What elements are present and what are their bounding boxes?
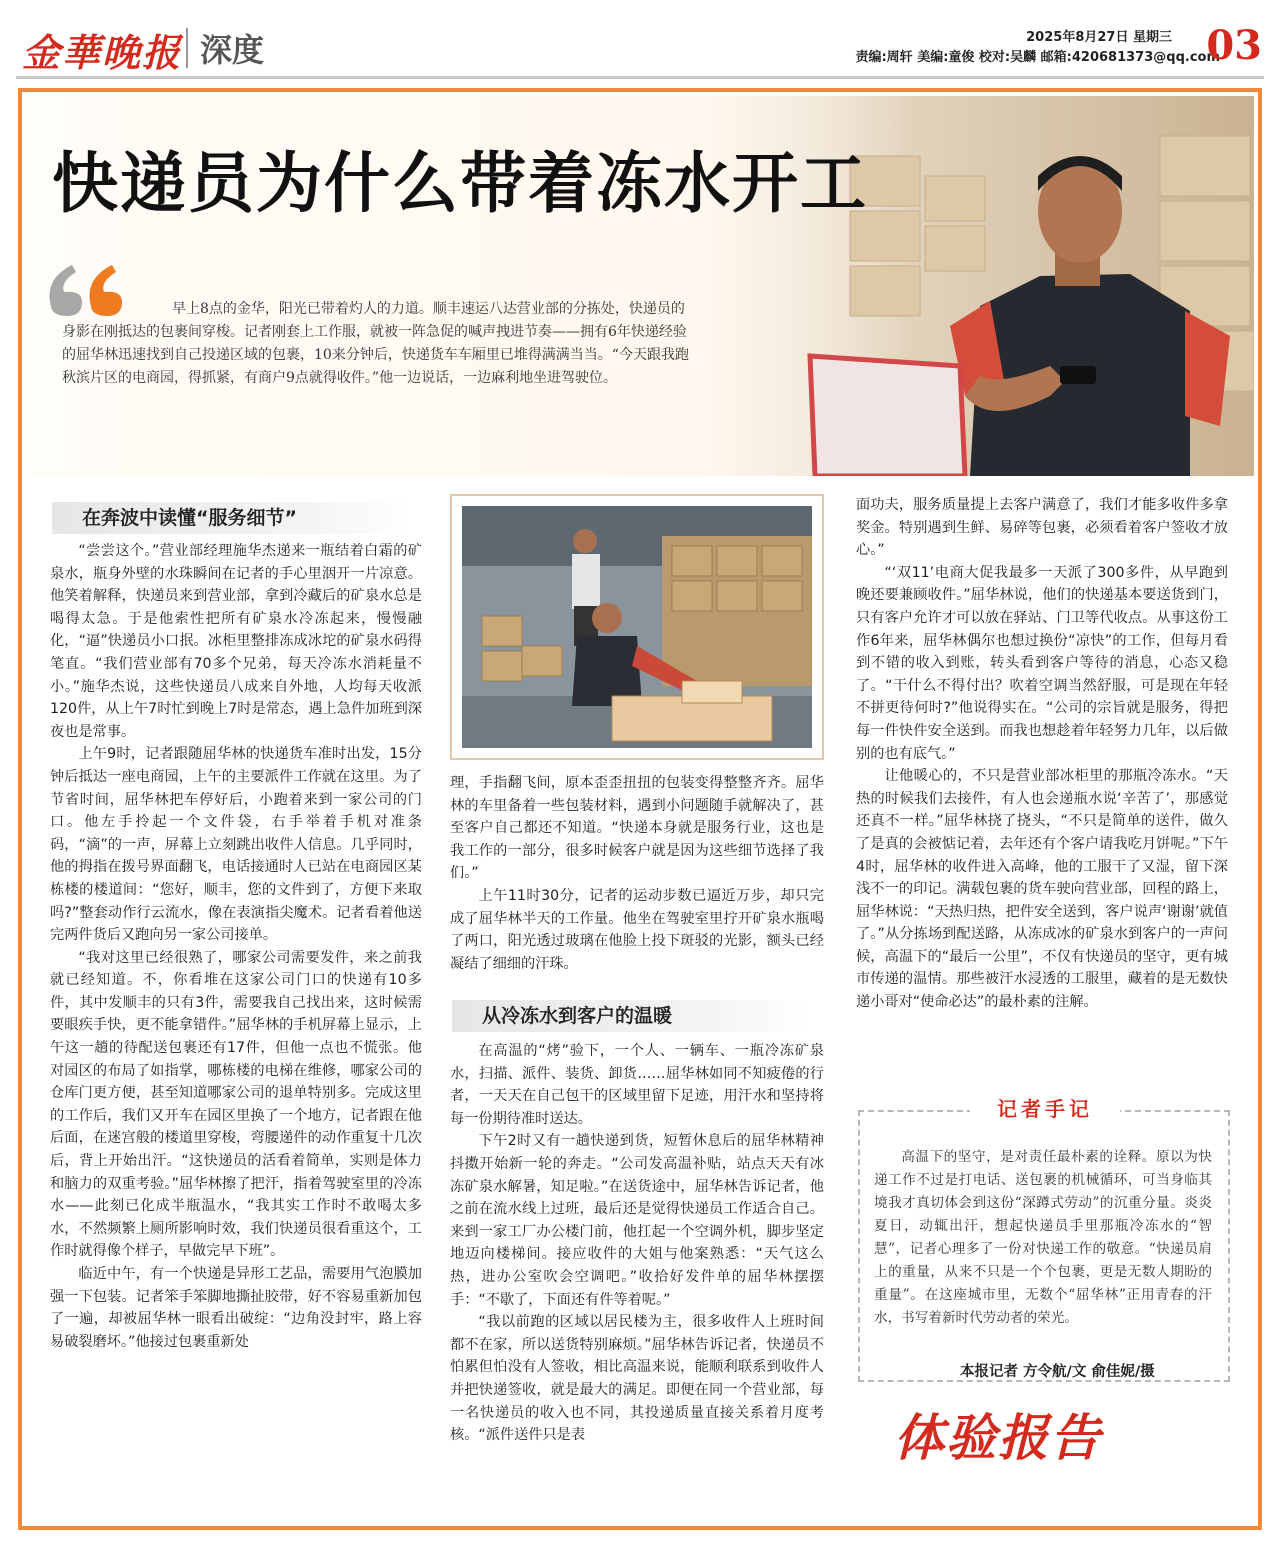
paragraph: 让他暖心的，不只是营业部冰柜里的那瓶冷冻水。“天热的时候我们去接件，有人也会递瓶水说‘辛苦了’，那感觉还真不一样。”屈华林挠了挠头，“不只是简单的送件，做久了是真的会被惦记着，去年还有个客户请我吃月饼呢。”下午4时，屈华林的收件进入高峰，他的工服干了又湿，留下深浅不一的印记。满载包裹的货车驶向营业部，回程的路上，屈华林说：“天热归热，把件安全送到，客户说声‘谢谢’就值了。”从分拣场到配送路，从冻成冰的矿泉水到客户的一声问候，高温下的“最后一公里”，不仅有快递员的坚守，更有城市传递的温情。那些被汗水浸透的工服里，藏着的是无数快递小哥对“使命必达”的最朴素的注解。 xyxy=(856,768,1228,1011)
paragraph: 在高温的“烤”验下，一个人、一辆车、一瓶冷冻矿泉水，扫描、派件、装货、卸货……屈华林如同不知疲倦的行者，一天天在自己包干的区域里留下足迹，用汗水和坚持将每一份期待准时送达。 xyxy=(450,1043,824,1127)
article-column-1 xyxy=(50,540,422,1353)
page-number: 03 xyxy=(1206,22,1262,69)
paragraph: 下午2时又有一趟快递到货，短暂休息后的屈华林精神抖擞开始新一轮的奔走。“公司发高温补贴，站点天天有冰冻矿泉水解暑，知足啦。”在送货途中，屈华林告诉记者，他之前在流水线上过班，最后还是觉得快递员工作适合自己。来到一家工厂办公楼门前，他扛起一个空调外机，脚步坚定地迈向楼梯间。接应收件的大姐与他案熟悉：“天气这么热，进办公室吹会空调吧。”收拾好发件单的屈华林摆摆手：“不歇了，下面还有件等着呢。” xyxy=(450,1133,824,1308)
masthead xyxy=(0,0,1280,80)
editor-credits: 责编:周轩 美编:童俊 校对:吴麟 邮箱:420681373@qq.com xyxy=(855,50,1220,65)
issue-date: 2025年8月27日 星期三 xyxy=(1026,30,1172,45)
paragraph: 理，手指翻飞间，原本歪歪扭扭的包装变得整整齐齐。屈华林的车里备着一些包装材料，遇到小问题随手就解决了，甚至客户自己都还不知道。“快递本身就是服务行业，这也是我工作的一部分，很多时候客户就是因为这些细节选择了我们。” xyxy=(450,775,824,882)
feature-logo: 体验报告 xyxy=(894,1408,1102,1467)
paragraph: 上午9时，记者跟随屈华林的快递货车准时出发，15分钟后抵达一座电商园，上午的主要派件工作就在这里。为了节省时间，屈华林把车停好后，小跑着来到一家公司的门口。他左手拎起一个文件袋，右手举着手机对准条码，“滴”的一声，屏幕上立刻跳出收件人信息。几乎同时，他的拇指在拨号界面翻飞，电话接通时人已站在电商园区某栋楼的楼道间：“您好，顺丰，您的文件到了，方便下来取吗?”整套动作行云流水，像在表演指尖魔术。记者看着他送完两件货后又跑向另一家公司接单。 xyxy=(50,746,422,944)
paragraph: “我以前跑的区域以居民楼为主，很多收件人上班时间都不在家，所以送货特别麻烦。”屈华林告诉记者，快递员不怕累但怕没有人签收，相比高温来说，能顺利联系到收件人并把快递签收，就是最大的满足。即便在同一个营业部，每一名快递员的收入也不同，其投递质量直接关系着月度考核。“派件送件只是表 xyxy=(450,1314,824,1444)
paragraph: “‘双11’电商大促我最多一天派了300多件，从早跑到晚还要兼顾收件。”屈华林说，他们的快递基本要送货到门，只有客户允许才可以放在驿站、门卫等代收点。从事这份工作6年来，屈华林偶尔也想过换份“凉快”的工作，但每月看到不错的收入到账，转头看到客户等待的消息，心态又稳了。“干什么不得付出？吹着空调当然舒服，可是现在年轻不拼更待何时?”他说得实在。“公司的宗旨就是服务，得把每一件快件安全送到。而我也想趁着年轻努力几年，以后做别的也有底气。” xyxy=(856,564,1228,762)
warehouse-photo xyxy=(462,506,812,748)
article-column-2-bottom xyxy=(450,1040,824,1447)
paragraph: “我对这里已经很熟了，哪家公司需要发件，来之前我就已经知道。不，你看堆在这家公司门口的快递有10多件，其中发顺丰的只有3件，需要我自己找出来，这时候需要眼疾手快，更不能拿错件。”屈华林的手机屏幕上显示，上午这一趟的待配送包裹还有17件，但他一点也不慌张。他对园区的布局了如指掌，哪栋楼的电梯在维修，哪家公司的仓库门更方便，甚至知道哪家公司的退单特别多。完成这里的工作后，我们又开车在园区里换了一个地方，记者跟在他后面，在迷宫般的楼道里穿梭，弯腰递件的动作重复十几次后，背上开始出汗。“这快递员的活看着简单，实则是体力和脑力的双重考验。”屈华林擦了把汗，指着驾驶室里的冷冻水——此刻已化成半瓶温水，“我其实工作时不敢喝太多水，不然频繁上厕所影响时效，我们快递员很看重这个，工作时就得像个样子，早做完早下班”。 xyxy=(50,949,422,1260)
byline: 本报记者 方令航/文 俞佳妮/摄 xyxy=(960,1364,1155,1380)
reporter-notes-text: 高温下的坚守，是对责任最朴素的诠释。原以为快递工作不过是打电话、送包裹的机械循环，可当身临其境我才真切体会到这份“深蹲式劳动”的沉重分量。炎炎夏日，动辄出汗，想起快递员手里那瓶冷冻水的“智慧”，记者心理多了一份对快递工作的敬意。“快递员肩上的重量，从来不只是一个个包裹，更是无数人期盼的重量”。在这座城市里，无数个“屈华林”正用青春的汗水，书写着新时代劳动者的荣光。 xyxy=(874,1149,1212,1326)
subhead-warmth: 从冷冻水到客户的温暖 xyxy=(452,1000,812,1032)
paragraph: 上午11时30分，记者的运动步数已逼近万步，却只完成了屈华林半天的工作量。他坐在驾驶室里拧开矿泉水瓶喝了两口，阳光透过玻璃在他脸上投下斑驳的光影，额头已经凝结了细细的汗珠。 xyxy=(450,887,824,972)
masthead-divider xyxy=(186,28,188,68)
newspaper-logo: 金華晚报 xyxy=(22,30,183,75)
paragraph: 面功夫，服务质量提上去客户满意了，我们才能多收件多拿奖金。特别遇到生鲜、易碎等包裹，必须看着客户签收才放心。” xyxy=(856,497,1228,559)
lead-paragraph: 早上8点的金华，阳光已带着灼人的力道。顺丰速运八达营业部的分拣处，快递员的身影在刚抵达的包裹间穿梭。记者刚套上工作服，就被一阵急促的喊声拽进节奏——拥有6年快递经验的屈华林迅速找到自己投递区域的包裹，10来分钟后，快递货车车厢里已堆得满满当当。“今天跟我跑秋滨片区的电商园，得抓紧，有商户9点就得收件。”他一边说话，一边麻利地坐进驾驶位。 xyxy=(62,301,689,386)
subhead-service-details: 在奔波中读懂“服务细节” xyxy=(52,502,412,534)
reporter-notes-title: 记者手记 xyxy=(970,1094,1120,1124)
paragraph: “尝尝这个。”营业部经理施华杰递来一瓶结着白霜的矿泉水，瓶身外壁的水珠瞬间在记者的手心里洇开一片凉意。他笑着解释，快递员来到营业部，拿到冷藏后的矿泉水总是喝得太急。于是他索性把所有矿泉水冷冻起来，慢慢融化，“逼”快递员小口抿。冰柜里整排冻成冰坨的矿泉水码得笔直。“我们营业部有70多个兄弟，每天冷冻水消耗量不小。”施华杰说，这些快递员八成来自外地，人均每天收派120件，从上午7时忙到晚上7时是常态，遇上急件加班到深夜也是常事。 xyxy=(50,543,422,740)
section-name: 深度 xyxy=(200,31,265,69)
paragraph: 临近中午，有一个快递是异形工艺品，需要用气泡膜加强一下包装。记者笨手笨脚地撕扯胶带，好不容易重新加包了一遍，却被屈华林一眼看出破绽：“边角没封牢，路上容易破裂磨坏。”他接过包裹重新处 xyxy=(50,1266,422,1350)
masthead-rule xyxy=(16,76,1264,79)
article-column-3 xyxy=(856,494,1228,1014)
article-photo xyxy=(450,494,824,760)
headline: 快递员为什么带着冻水开工 xyxy=(52,145,868,222)
article-column-2-top xyxy=(450,772,824,975)
